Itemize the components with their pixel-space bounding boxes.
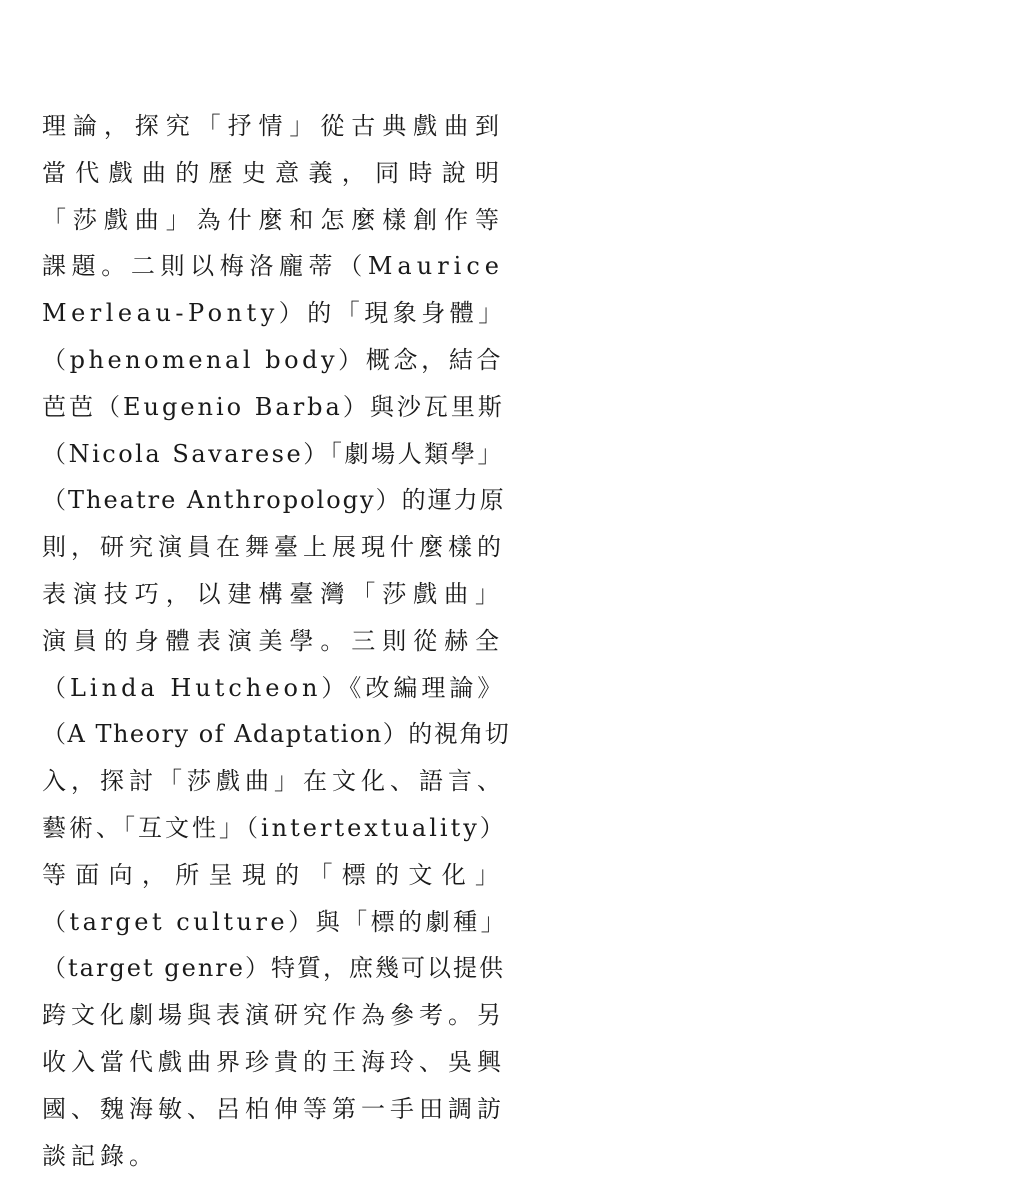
text-line: 國、魏海敏、呂柏伸等第一手田調訪 xyxy=(42,1094,506,1123)
text-line: 理論，探究「抒情」從古典戲曲到 xyxy=(42,112,504,140)
text-line: 收入當代戲曲界珍貴的王海玲、吳興 xyxy=(42,1047,506,1076)
text-line: 芭芭（Eugenio Barba）與沙瓦里斯 xyxy=(42,392,505,421)
text-line: 入，探討「莎戲曲」在文化、語言、 xyxy=(42,767,506,796)
text-line: 等面向，所呈現的「標的文化」 xyxy=(42,860,504,889)
text-line: （Nicola Savarese）「劇場人類學」 xyxy=(42,439,504,468)
text-line: Merleau-Ponty）的「現象身體」 xyxy=(42,299,507,328)
text-line: （Linda Hutcheon）《改編理論》 xyxy=(42,673,506,702)
text-line: 課題。二則以梅洛龐蒂（Maurice xyxy=(42,252,504,281)
text-line-last: 談記錄。 xyxy=(42,1141,158,1170)
text-line: （phenomenal body）概念，結合 xyxy=(42,345,504,374)
text-line: （Theatre Anthropology）的運力原 xyxy=(42,486,506,515)
text-line: （target culture）與「標的劇種」 xyxy=(42,907,509,936)
text-line: 則，研究演員在舞臺上展現什麼樣的 xyxy=(42,533,506,562)
text-line: （target genre）特質，庶幾可以提供 xyxy=(42,954,505,983)
text-line: 「莎戲曲」為什麼和怎麼樣創作等 xyxy=(42,205,504,234)
text-line: 當代戲曲的歷史意義，同時說明 xyxy=(42,158,504,187)
text-line: （A Theory of Adaptation）的視角切 xyxy=(42,720,511,749)
text-line: 跨文化劇場與表演研究作為參考。另 xyxy=(42,1001,506,1030)
text-line: 演員的身體表演美學。三則從赫全 xyxy=(42,626,504,655)
text-line: 藝術、「互文性」（intertextuality） xyxy=(42,813,507,842)
body-paragraph xyxy=(42,103,512,1179)
text-line: 表演技巧，以建構臺灣「莎戲曲」 xyxy=(42,579,504,608)
